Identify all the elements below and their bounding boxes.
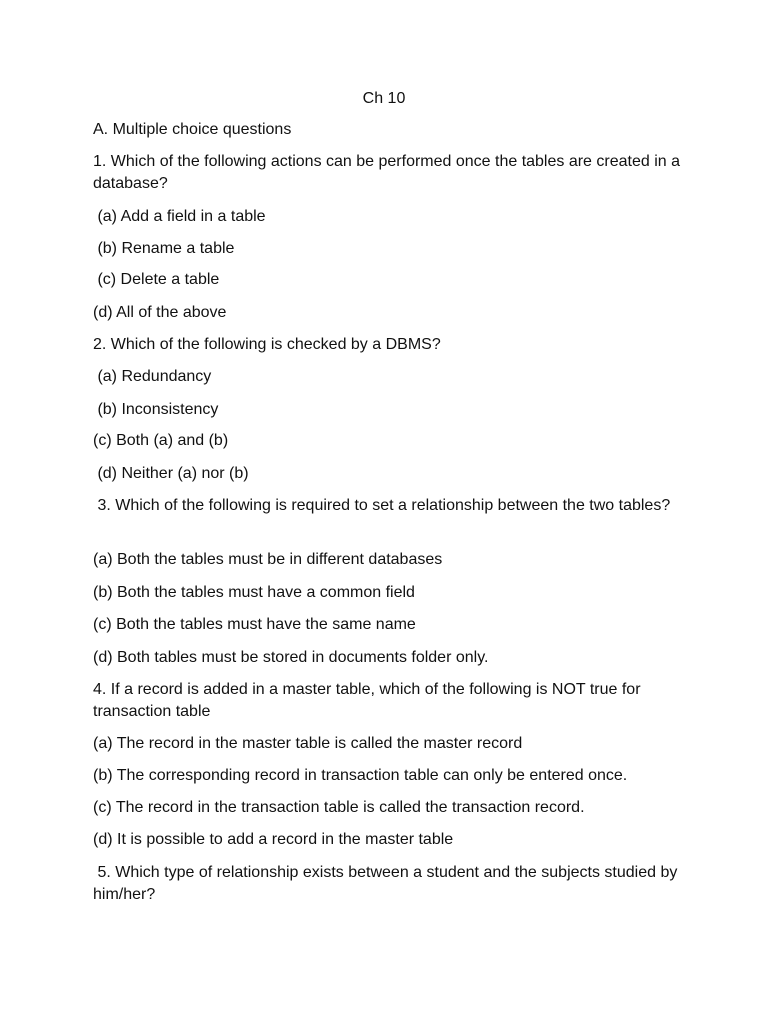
question-5: 5. Which type of relationship exists between a student and the subjects studied by him/her? [93,864,682,903]
q2-option-b: (b) Inconsistency [93,401,219,418]
q1-option-b: (b) Rename a table [93,240,235,257]
q1-option-a: (a) Add a field in a table [93,208,266,225]
q4-option-d: (d) It is possible to add a record in the master table [93,831,454,848]
q4-option-b: (b) The corresponding record in transaction table can only be entered once. [93,767,628,784]
q3-option-b: (b) Both the tables must have a common field [93,584,415,601]
q4-option-a: (a) The record in the master table is called the master record [93,735,523,752]
q3-option-c: (c) Both the tables must have the same name [93,616,416,633]
q2-option-d: (d) Neither (a) nor (b) [93,465,249,482]
question-1: 1. Which of the following actions can be performed once the tables are created in a database? [93,153,685,192]
q1-option-c: (c) Delete a table [93,271,220,288]
q1-option-d: (d) All of the above [93,304,227,321]
q4-option-c: (c) The record in the transaction table is called the transaction record. [93,799,585,816]
question-2: 2. Which of the following is checked by a DBMS? [93,336,441,353]
question-4: 4. If a record is added in a master table, which of the following is NOT true for transaction table [93,681,645,720]
question-3: 3. Which of the following is required to set a relationship between the two tables? [93,497,671,514]
chapter-title: Ch 10 [362,90,406,107]
q3-option-d: (d) Both tables must be stored in documents folder only. [93,649,489,666]
q3-option-a: (a) Both the tables must be in different databases [93,551,443,568]
q2-option-a: (a) Redundancy [93,368,212,385]
q2-option-c: (c) Both (a) and (b) [93,432,229,449]
section-heading: A. Multiple choice questions [93,121,292,138]
